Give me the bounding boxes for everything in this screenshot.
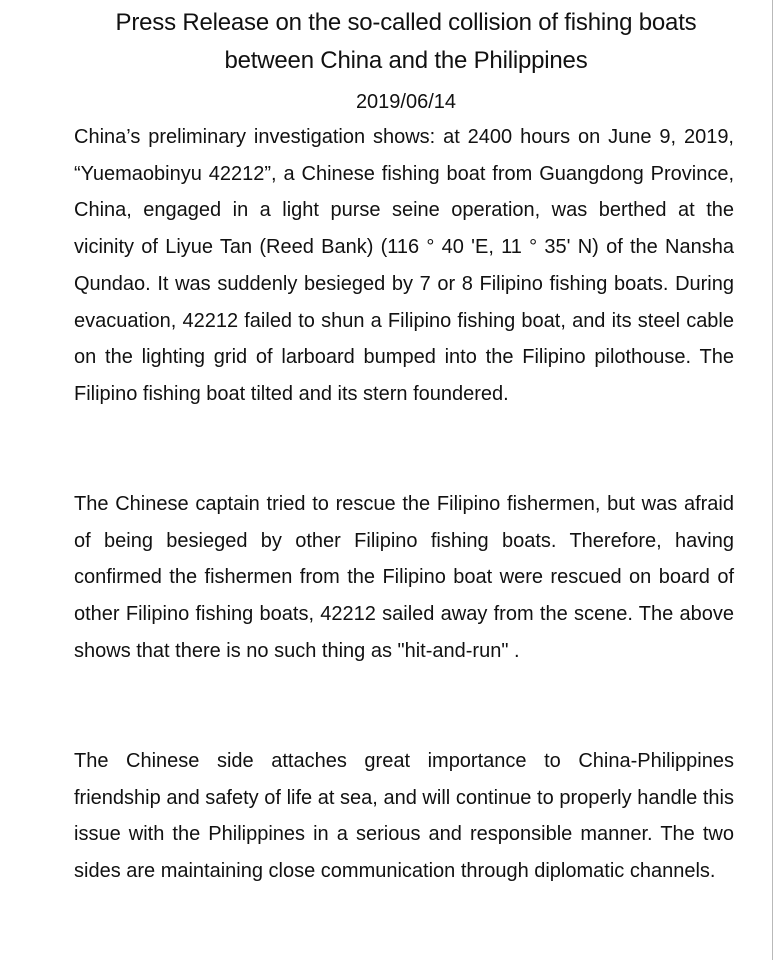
title-line-1: Press Release on the so-called collision of fishing boats xyxy=(115,9,697,36)
title-line-2: between China and the Philippines xyxy=(224,47,588,74)
release-date: 2019/06/14 xyxy=(355,91,457,113)
paragraph-friendship: The Chinese side attaches great importance to China-Philippines friendship and safety of life at sea, and will continue to properly handle this issue with the Philippines in a serious and responsible manner. The two sides are maintaining close communication through diplomatic channels. xyxy=(74,750,734,883)
paragraph-rescue: The Chinese captain tried to rescue the Filipino fishermen, but was afraid of being besieged by other Filipino fishing boats. Therefore, having confirmed the fishermen from the Filipino boat were rescued on board of other Filipino fishing boats, 42212 sailed away from the scene. The above shows that there is no such thing as "hit-and-run" . xyxy=(74,493,734,662)
paragraph-investigation: China’s preliminary investigation shows: at 2400 hours on June 9, 2019, “Yuemaobinyu 42212”, a Chinese fishing boat from Guangdong Province, China, engaged in a light purse seine operation, was berthed at the vicinity of Liyue Tan (Reed Bank) (116 ° 40 'E, 11 ° 35' N) of the Nansha Qundao. It was suddenly besieged by 7 or 8 Filipino fishing boats. During evacuation, 42212 failed to shun a Filipino fishing boat, and its steel cable on the lighting grid of larboard bumped into the Filipino pilothouse. The Filipino fishing boat tilted and its stern foundered. xyxy=(74,126,734,405)
